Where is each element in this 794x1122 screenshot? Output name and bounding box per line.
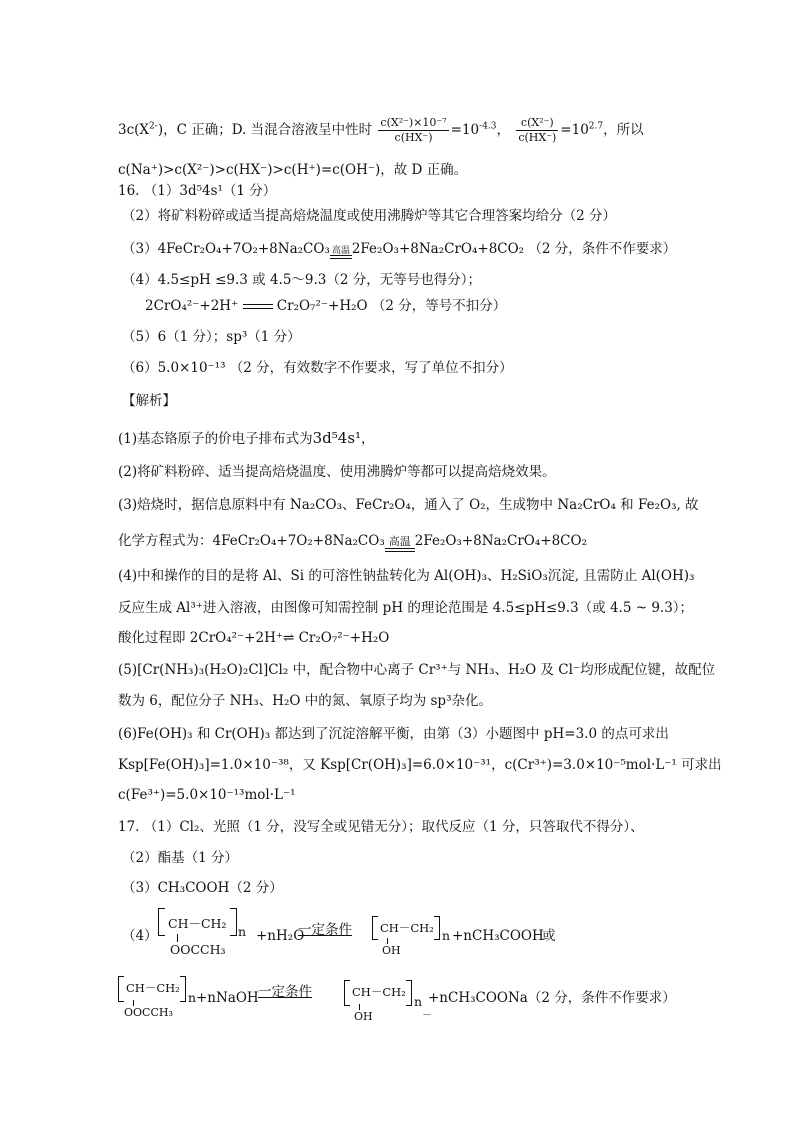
reaction-1-condition — [298, 920, 352, 940]
polymer-acetate-substituent: OOCCH₃ — [170, 942, 226, 957]
polymer-acetate-n: n — [238, 924, 247, 939]
q17-answer-4-label: （4） — [122, 928, 158, 944]
q16-a3-condition — [330, 247, 352, 259]
analysis-p4c: 酸化过程即 2CrO₄²⁻+2H⁺⇌ Cr₂O₇²⁻+H₂O — [118, 630, 390, 646]
polymer-acetate-substituent-2: OOCCH₃ — [124, 1006, 173, 1019]
polymer-hydroxyl-backbone-2: CH－CH₂ — [352, 985, 406, 999]
analysis-p3a: (3)焙烧时，据信息原料中有 Na₂CO₃、FeCr₂O₄，通入了 O₂，生成物中 Na₂CrO₄ 和 Fe₂O₃, 故 — [118, 497, 699, 513]
line-fraction: $3c(X^{2-})$，C 正确；D. 当混合溶液呈中性时 $\frac{\text{c(X²⁻)×10⁻⁷}}{c(HX^-)}$ $=10^{-4.3}$， $\frac{\text{c(X²⁻)}}{c(HX^-)}$ $=10^{2.7}$，所以 — [118, 116, 644, 144]
analysis-p2: (2)将矿料粉碎、适当提高焙烧温度、使用沸腾炉等都可以提高焙烧效果。 — [118, 464, 556, 480]
fraction-2-numerator: c(X²⁻) — [516, 116, 558, 131]
analysis-p6b: Ksp[Fe(OH)₃]=1.0×10⁻³⁸，又 Ksp[Cr(OH)₃]=6.0×10⁻³¹，c(Cr³⁺)=3.0×10⁻⁵mol·L⁻¹ 可求出 — [118, 757, 722, 773]
reaction-1-condition-label: 一定条件 — [298, 922, 352, 938]
fraction-1 — [378, 116, 448, 145]
q16-a4-eq-left: 2CrO₄²⁻+2H⁺ — [145, 298, 239, 314]
polymer-acetate-backbone-2: CH－CH₂ — [126, 981, 180, 995]
q16-answer-4-equation — [145, 296, 506, 316]
analysis-p5a: (5)[Cr(NH₃)₃(H₂O)₂Cl]Cl₂ 中，配合物中心离子 Cr³⁺与 NH₃、H₂O 及 Cl⁻均形成配位键，故配位 — [118, 662, 716, 678]
analysis-title: 【解析】 — [122, 393, 176, 409]
fraction-1-value: =10 — [450, 122, 480, 138]
q16-a3-right: 2Fe₂O₃+8Na₂CrO₄+8CO₂ （2 分，条件不作要求） — [351, 241, 677, 257]
analysis-p1-left: (1)基态铬原子的价电子排布式为 — [118, 431, 313, 447]
reaction-1-product: +nCH₃COOH — [452, 928, 544, 944]
analysis-p3b-left: 化学方程式为：4FeCr₂O₄+7O₂+8Na₂CO₃ — [118, 533, 385, 549]
analysis-p1 — [118, 428, 375, 449]
q16-a4-eq-right: Cr₂O₇²⁻+H₂O （2 分，等号不扣分） — [276, 298, 507, 314]
fraction-2 — [516, 116, 558, 145]
reaction-1-reagent: +nH₂O — [256, 928, 305, 944]
text-mid: )，C 正确；D. 当混合溶液呈中性时 — [157, 122, 373, 138]
reaction-2-condition-label: 一定条件 — [258, 984, 312, 1000]
polymer-hydroxyl-substituent-2: OH — [354, 1010, 373, 1023]
or-text: 或 — [542, 928, 556, 944]
analysis-p4a: (4)中和操作的目的是将 Al、Si 的可溶性钠盐转化为 Al(OH)₃、H₂SiO₃沉淀, 且需防止 Al(OH)₃ — [118, 568, 695, 584]
fraction-1-exp: -4.3 — [479, 121, 497, 132]
analysis-p1-formula: 3d⁵4s¹ — [312, 429, 362, 447]
polymer-acetate-n-2: n — [188, 990, 197, 1005]
polymer-acetate-structure — [158, 906, 258, 962]
analysis-p3b-condition — [385, 536, 415, 552]
polymer-acetate-structure-2 — [118, 974, 198, 1024]
analysis-p3b-right: 2Fe₂O₃+8Na₂CrO₄+8CO₂ — [414, 533, 587, 549]
q16-answer-5: （5）6（1 分）；sp³（1 分） — [122, 329, 301, 345]
polymer-hydroxyl-n-2: n — [414, 994, 423, 1009]
polymer-hydroxyl-substituent-1: OH — [382, 944, 401, 957]
q16-answer-3 — [122, 239, 676, 259]
q17-answer-2: （2）酯基（1 分） — [122, 850, 238, 866]
polymer-hydroxyl-structure-1 — [372, 914, 452, 960]
polymer-acetate-backbone: CH－CH₂ — [168, 916, 227, 931]
reaction-2-reagent: +nNaOH — [196, 990, 259, 1006]
fraction-2-exp: 2.7 — [588, 121, 604, 132]
reaction-2-product: +nCH₃COONa（2 分，条件不作要求） — [428, 990, 676, 1006]
analysis-p5b: 数为 6，配位分子 NH₃、H₂O 中的氮、氧原子均为 sp³杂化。 — [118, 693, 492, 709]
analysis-p6c: c(Fe³⁺)=5.0×10⁻¹³mol·L⁻¹ — [118, 787, 296, 803]
fraction-2-denominator: c(HX⁻) — [518, 131, 557, 144]
q16-answer-4: （4）4.5≤pH ≤9.3 或 4.5～9.3（2 分，无等号也得分）； — [122, 272, 482, 288]
analysis-p6a: (6)Fe(OH)₃ 和 Cr(OH)₃ 都达到了沉淀溶解平衡，由第（3）小题图中 pH=3.0 的点可求出 — [118, 726, 669, 742]
fraction-1-numerator: c(X²⁻)×10⁻⁷ — [380, 116, 447, 129]
trailing-mark: － — [422, 1010, 432, 1021]
polymer-hydroxyl-backbone-1: CH－CH₂ — [380, 921, 434, 935]
text-pre: 3c(X — [118, 122, 150, 138]
q16-a3-left: （3）4FeCr₂O₄+7O₂+8Na₂CO₃ — [122, 241, 330, 257]
fraction-2-value: =10 — [560, 122, 589, 138]
q16-answer-6: （6）5.0×10⁻¹³ （2 分，有效数字不作要求，写了单位不扣分） — [122, 360, 513, 376]
text-post: ，所以 — [603, 122, 644, 138]
polymer-hydroxyl-n-1: n — [442, 928, 451, 943]
analysis-p1-right: ， — [361, 431, 375, 447]
text-pre-sup: 2- — [149, 121, 158, 132]
analysis-p4b: 反应生成 Al³⁺进入溶液，由图像可知需控制 pH 的理论范围是 4.5≤pH≤9.3（或 4.5 ~ 9.3）； — [118, 600, 694, 616]
analysis-p3b — [118, 531, 587, 552]
q16-answer-1: 16. （1）3d⁵4s¹（1 分） — [118, 183, 277, 199]
q17-answer-3: （3）CH₃COOH（2 分） — [122, 880, 283, 896]
analysis-p3b-condition-label: 高温 — [388, 535, 411, 548]
q17-answer-1: 17. （1）Cl₂、光照（1 分，没写全或见错无分）；取代反应（1 分，只答取代不得分）、 — [118, 819, 644, 835]
q16-answer-2: （2）将矿料粉碎或适当提高焙烧温度或使用沸腾炉等其它合理答案均给分（2 分） — [122, 208, 616, 224]
reaction-2-condition — [258, 982, 312, 1002]
polymer-hydroxyl-structure-2 — [344, 978, 424, 1028]
q16-a3-condition-label: 高温 — [331, 246, 350, 256]
fraction-1-denominator: c(HX⁻) — [394, 131, 433, 144]
equilibrium-arrow-icon — [243, 302, 273, 312]
order-line: c(Na⁺)>c(X²⁻)>c(HX⁻)>c(H⁺)=c(OH⁻)，故 D 正确。 — [118, 162, 468, 178]
